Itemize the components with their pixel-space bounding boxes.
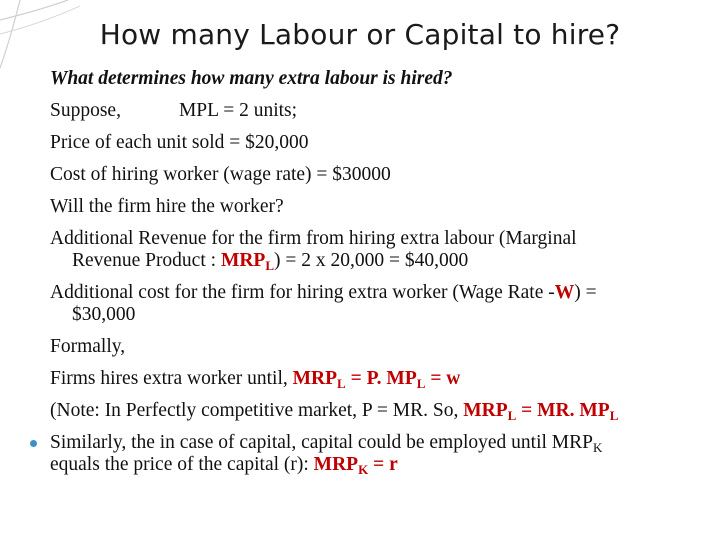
capital-formula-sub: K [358, 462, 369, 477]
note-mid: = MR. MP [516, 400, 610, 421]
formula-sub-1: L [337, 376, 346, 391]
revenue-calc: ) = 2 x 20,000 = $40,000 [274, 250, 469, 271]
revenue-line-1: Additional Revenue for the firm from hiring extra labour (Marginal [50, 228, 577, 249]
wage-symbol: W [554, 282, 575, 303]
note-line [50, 400, 710, 422]
capital-line-2 [50, 454, 710, 476]
firms-formula [293, 368, 461, 389]
question-text: What determines how many extra labour is hired? [50, 68, 453, 89]
mpl-value: MPL = 2 units; [178, 100, 298, 121]
cost-text: Additional cost for the firm for hiring extra worker (Wage Rate - [50, 282, 555, 303]
cost-paragraph [50, 282, 710, 326]
mrp-label: MRP [220, 250, 266, 271]
cost-close: ) = [574, 282, 597, 303]
revenue-text: Revenue Product : [72, 250, 221, 271]
revenue-line-2 [50, 250, 710, 272]
slide-title: How many Labour or Capital to hire? [99, 18, 621, 51]
price-line: Price of each unit sold = $20,000 [50, 132, 309, 153]
capital-bullet [28, 432, 710, 476]
mrp-term [221, 250, 274, 271]
firms-text: Firms hires extra worker until, [50, 368, 293, 389]
bullet-icon [30, 440, 37, 447]
capital-formula-end: = r [368, 454, 398, 475]
question-hire-line: Will the firm hire the worker? [50, 196, 284, 217]
suppose-label: Suppose, [50, 100, 121, 121]
note-mrp: MRP [463, 400, 508, 421]
capital-mrp: MRP [313, 454, 359, 475]
cost-line-1 [50, 282, 710, 304]
formally-line: Formally, [50, 336, 126, 357]
note-formula [463, 400, 618, 421]
revenue-paragraph [50, 228, 710, 272]
capital-formula [314, 454, 398, 475]
capital-text: Similarly, the in case of capital, capital could be employed until MRP [50, 432, 593, 453]
capital-text-2: equals the price of the capital (r): [50, 454, 314, 475]
cost-line-2: $30,000 [72, 304, 136, 325]
mrp-subscript: L [265, 258, 275, 273]
suppose-line [50, 100, 710, 122]
note-sub-1: L [507, 408, 517, 423]
note-text: (Note: In Perfectly competitive market, P = MR. So, [50, 400, 464, 421]
formula-end: = w [425, 368, 461, 389]
formula-sub-2: L [416, 376, 426, 391]
cost-line: Cost of hiring worker (wage rate) = $30000 [50, 164, 391, 185]
firms-rule-line [50, 368, 710, 390]
note-sub-2: L [609, 408, 619, 423]
slide-body [50, 68, 710, 486]
formula-mrp: MRP [292, 368, 338, 389]
formula-mid: = P. MP [345, 368, 417, 389]
capital-sub: K [592, 440, 603, 455]
capital-line-1 [50, 432, 710, 454]
